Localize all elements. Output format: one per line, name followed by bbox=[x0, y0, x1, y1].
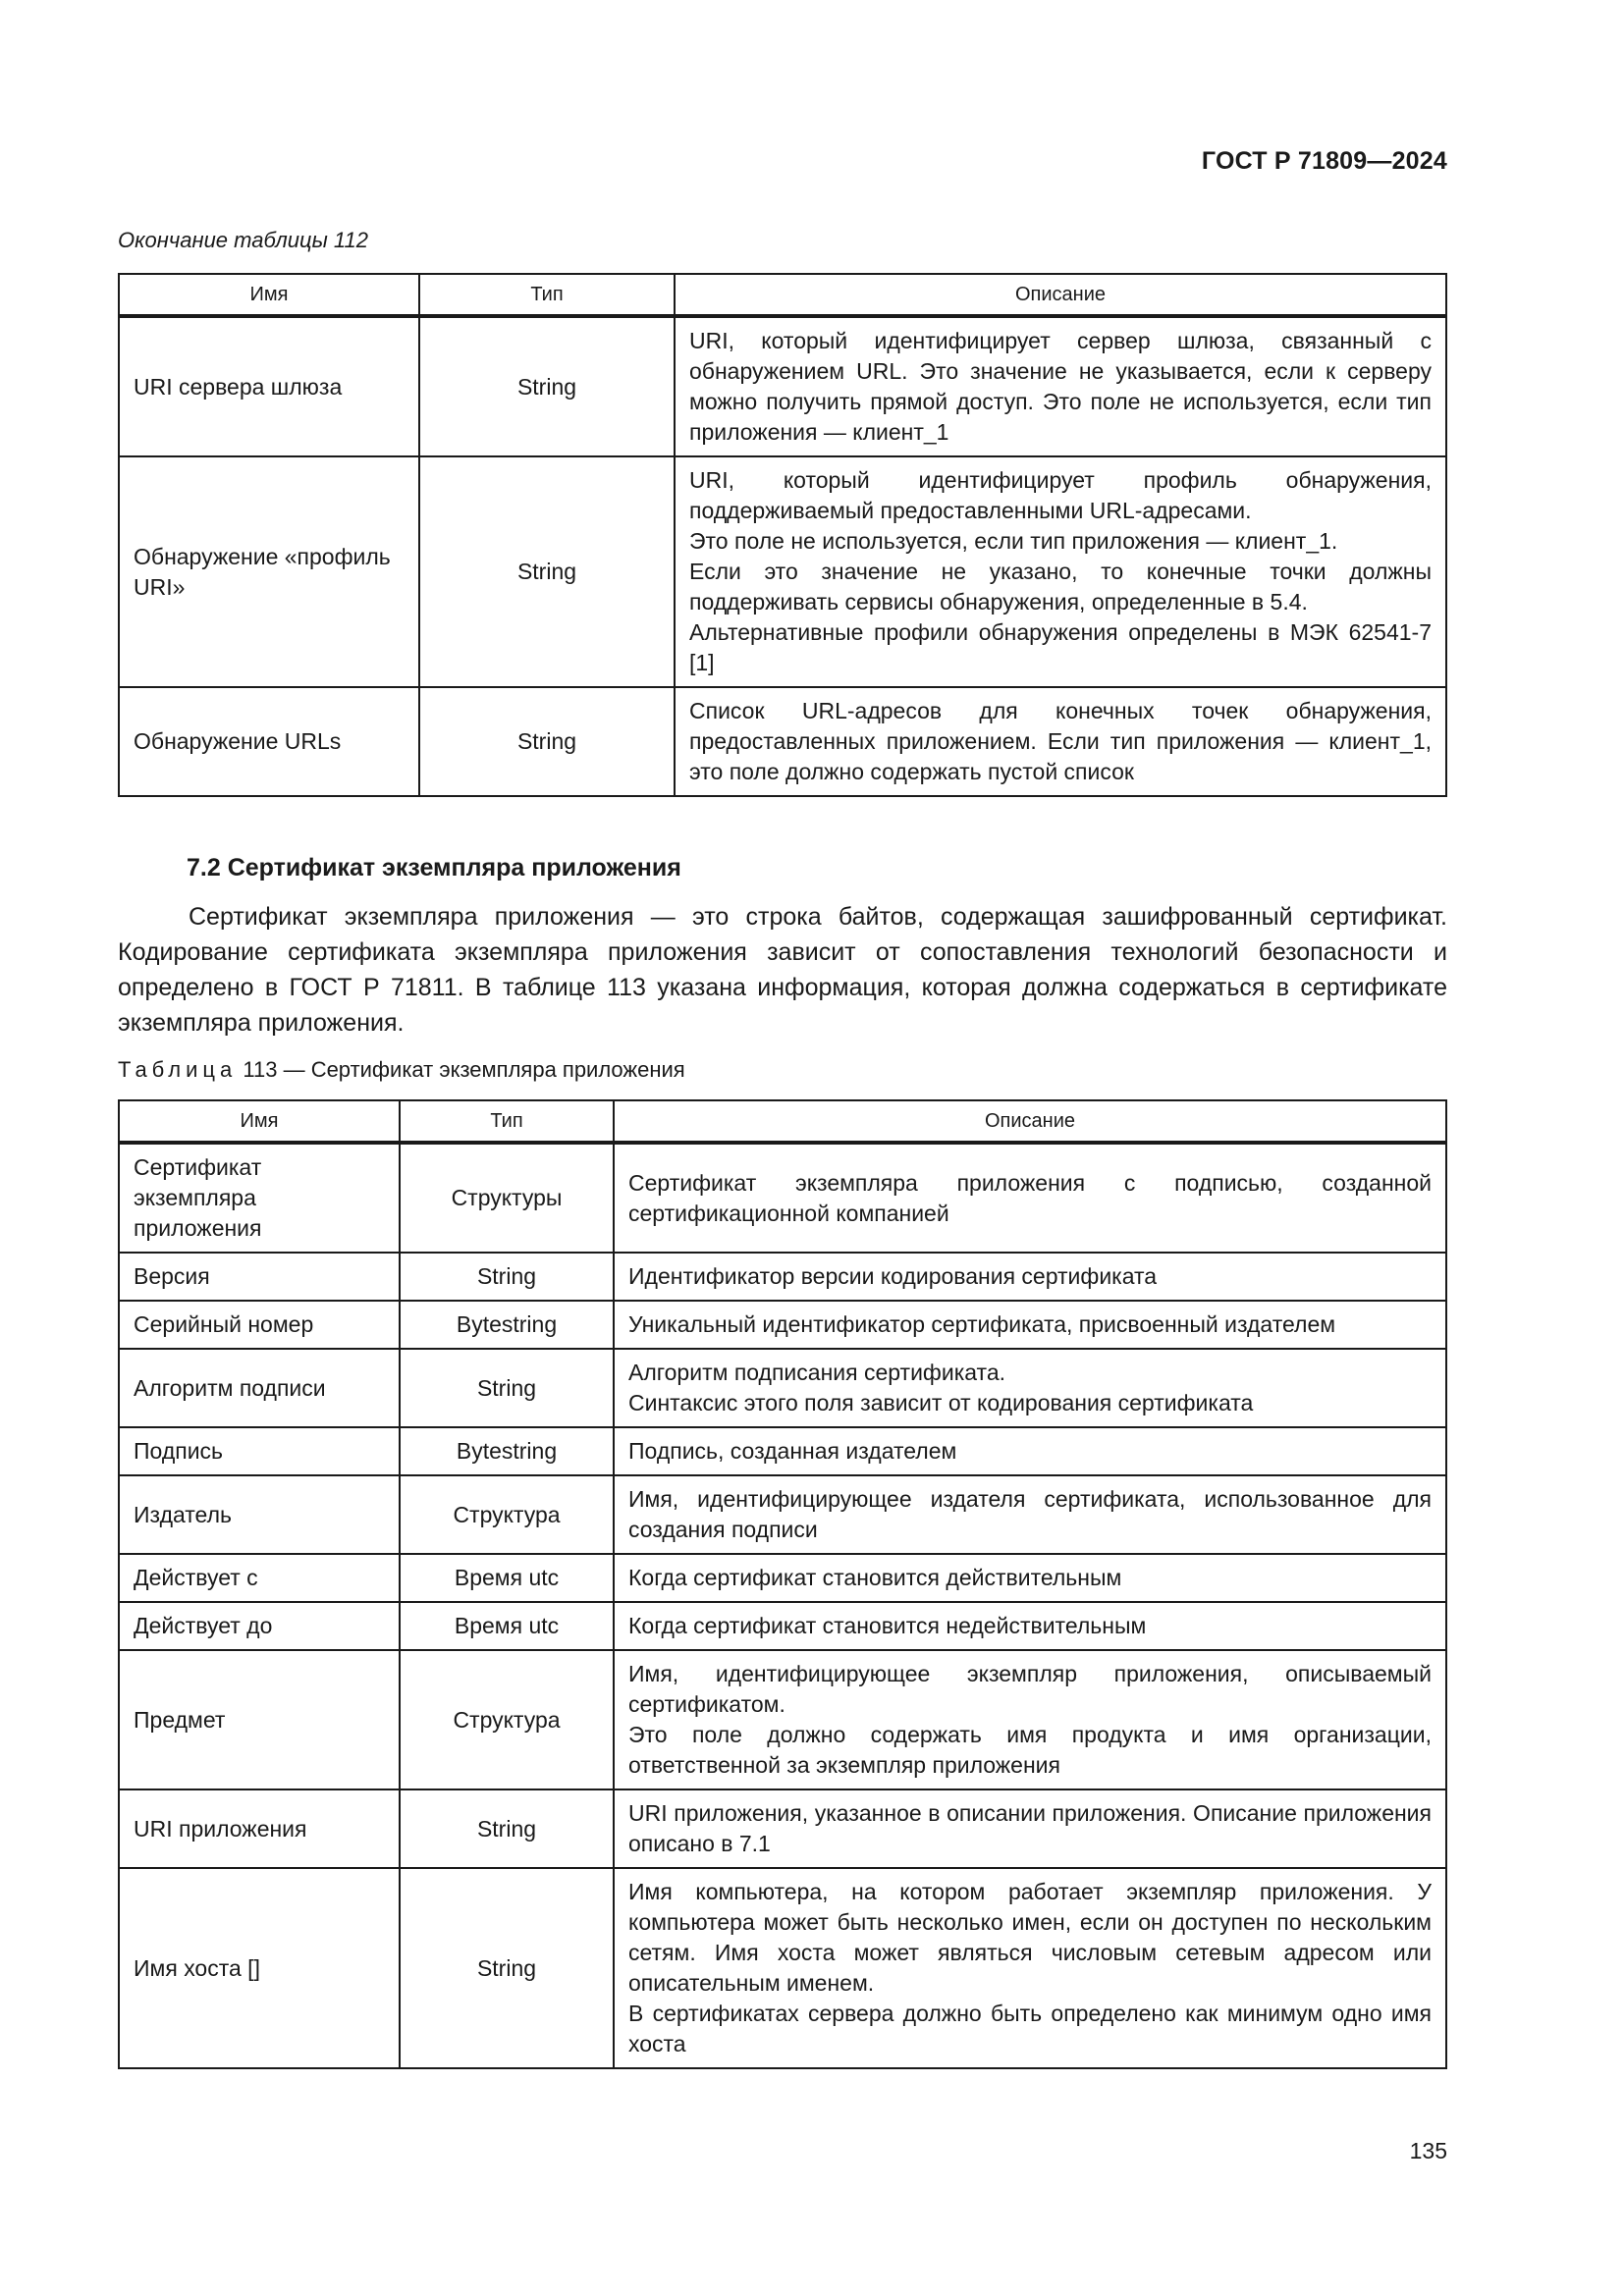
table-row bbox=[119, 1475, 1446, 1554]
cell-description: Идентификатор версии кодирования сертификата bbox=[614, 1253, 1446, 1301]
section-paragraph: Сертификат экземпляра приложения — это строка байтов, содержащая зашифрованный сертификат. Кодирование сертификата экземпляра приложения зависит от сопоставления технологий безопасности и определено в ГОСТ Р 71811. В таблице 113 указана информация, которая должна содержаться в сертификате экземпляра приложения. bbox=[118, 903, 1447, 1037]
table-112 bbox=[118, 273, 1447, 797]
table-row bbox=[119, 1868, 1446, 2068]
cell-description: Когда сертификат становится действительным bbox=[614, 1554, 1446, 1602]
cell-description bbox=[614, 1868, 1446, 2068]
table-113-caption bbox=[118, 1057, 685, 1083]
cell-type: String bbox=[419, 456, 675, 687]
table-row bbox=[119, 1301, 1446, 1349]
cell-description bbox=[614, 1349, 1446, 1427]
cell-name: Алгоритм подписи bbox=[119, 1349, 400, 1427]
description-line: Если это значение не указано, то конечные точки должны поддерживать сервисы обнаружения, определенные в 5.4. bbox=[689, 559, 1432, 614]
cell-name: URI сервера шлюза bbox=[119, 316, 419, 456]
column-header-type: Тип bbox=[419, 274, 675, 316]
cell-name: Обнаружение URLs bbox=[119, 687, 419, 796]
description-line: Имя, идентифицирующее экземпляр приложения, описываемый сертификатом. bbox=[628, 1661, 1432, 1717]
standard-id: ГОСТ Р 71809—2024 bbox=[1201, 147, 1447, 175]
table-112-continuation-caption: Окончание таблицы 112 bbox=[118, 228, 368, 252]
table-row bbox=[119, 456, 1446, 687]
cell-name: Действует до bbox=[119, 1602, 400, 1650]
cell-type: String bbox=[419, 316, 675, 456]
table-row bbox=[119, 1789, 1446, 1868]
cell-name: URI приложения bbox=[119, 1789, 400, 1868]
cell-type: String bbox=[400, 1349, 614, 1427]
table-row bbox=[119, 1602, 1446, 1650]
cell-type: Bytestring bbox=[400, 1301, 614, 1349]
description-line: Алгоритм подписания сертификата. bbox=[628, 1360, 1006, 1385]
cell-name: Имя хоста [] bbox=[119, 1868, 400, 2068]
cell-type: Время utc bbox=[400, 1554, 614, 1602]
table-caption-text: 113 — Сертификат экземпляра приложения bbox=[243, 1057, 685, 1082]
table-row bbox=[119, 1143, 1446, 1253]
column-header-name: Имя bbox=[119, 1100, 400, 1143]
table-113-body bbox=[119, 1143, 1446, 2068]
cell-name: Сертификат экземпляра приложения bbox=[119, 1143, 400, 1253]
cell-description bbox=[675, 456, 1446, 687]
table-113 bbox=[118, 1099, 1447, 2069]
description-line: Это поле должно содержать имя продукта и имя организации, ответственной за экземпляр приложения bbox=[628, 1722, 1432, 1778]
description-line: URI, который идентифицирует профиль обнаружения, поддерживаемый предоставленными URL-адресами. bbox=[689, 467, 1432, 523]
table-header-row bbox=[119, 1100, 1446, 1143]
cell-type: String bbox=[400, 1253, 614, 1301]
description-line: Имя компьютера, на котором работает экземпляр приложения. У компьютера может быть несколько имен, если он доступен по нескольким сетям. Имя хоста может являться числовым сетевым адресом или описательным именем. bbox=[628, 1879, 1432, 1996]
cell-description: Сертификат экземпляра приложения с подписью, созданной сертификационной компанией bbox=[614, 1143, 1446, 1253]
cell-type: Bytestring bbox=[400, 1427, 614, 1475]
cell-type: Структура bbox=[400, 1475, 614, 1554]
cell-type: String bbox=[419, 687, 675, 796]
column-header-type: Тип bbox=[400, 1100, 614, 1143]
description-line: В сертификатах сервера должно быть определено как минимум одно имя хоста bbox=[628, 2001, 1432, 2056]
table-row bbox=[119, 1650, 1446, 1789]
table-112-body bbox=[119, 316, 1446, 796]
cell-description bbox=[614, 1650, 1446, 1789]
column-header-description: Описание bbox=[614, 1100, 1446, 1143]
page-number: 135 bbox=[1409, 2138, 1447, 2163]
table-row bbox=[119, 1349, 1446, 1427]
table-row bbox=[119, 316, 1446, 456]
description-line: Это поле не используется, если тип приложения — клиент_1. bbox=[689, 528, 1338, 554]
cell-name: Обнаружение «профиль URI» bbox=[119, 456, 419, 687]
table-caption-label: Таблица bbox=[118, 1057, 238, 1082]
cell-type: String bbox=[400, 1868, 614, 2068]
cell-type: Время utc bbox=[400, 1602, 614, 1650]
cell-name: Издатель bbox=[119, 1475, 400, 1554]
table-header-row bbox=[119, 274, 1446, 316]
cell-description: Подпись, созданная издателем bbox=[614, 1427, 1446, 1475]
cell-type: String bbox=[400, 1789, 614, 1868]
table-row bbox=[119, 1253, 1446, 1301]
cell-name: Версия bbox=[119, 1253, 400, 1301]
cell-description: Список URL-адресов для конечных точек обнаружения, предоставленных приложением. Если тип приложения — клиент_1, это поле должно содержать пустой список bbox=[675, 687, 1446, 796]
cell-name: Подпись bbox=[119, 1427, 400, 1475]
column-header-name: Имя bbox=[119, 274, 419, 316]
cell-type: Структуры bbox=[400, 1143, 614, 1253]
table-row bbox=[119, 1554, 1446, 1602]
cell-name: Предмет bbox=[119, 1650, 400, 1789]
section-heading: 7.2 Сертификат экземпляра приложения bbox=[187, 854, 681, 881]
cell-description: Уникальный идентификатор сертификата, присвоенный издателем bbox=[614, 1301, 1446, 1349]
table-row bbox=[119, 687, 1446, 796]
cell-description: Когда сертификат становится недействительным bbox=[614, 1602, 1446, 1650]
cell-description: URI приложения, указанное в описании приложения. Описание приложения описано в 7.1 bbox=[614, 1789, 1446, 1868]
description-line: Синтаксис этого поля зависит от кодирования сертификата bbox=[628, 1390, 1254, 1415]
cell-description: Имя, идентифицирующее издателя сертификата, использованное для создания подписи bbox=[614, 1475, 1446, 1554]
cell-name: Действует с bbox=[119, 1554, 400, 1602]
cell-type: Структура bbox=[400, 1650, 614, 1789]
cell-name: Серийный номер bbox=[119, 1301, 400, 1349]
cell-description: URI, который идентифицирует сервер шлюза, связанный с обнаружением URL. Это значение не указывается, если к серверу можно получить прямой доступ. Это поле не используется, если тип приложения — клиент_1 bbox=[675, 316, 1446, 456]
table-row bbox=[119, 1427, 1446, 1475]
description-line: Альтернативные профили обнаружения определены в МЭК 62541-7 [1] bbox=[689, 619, 1432, 675]
column-header-description: Описание bbox=[675, 274, 1446, 316]
